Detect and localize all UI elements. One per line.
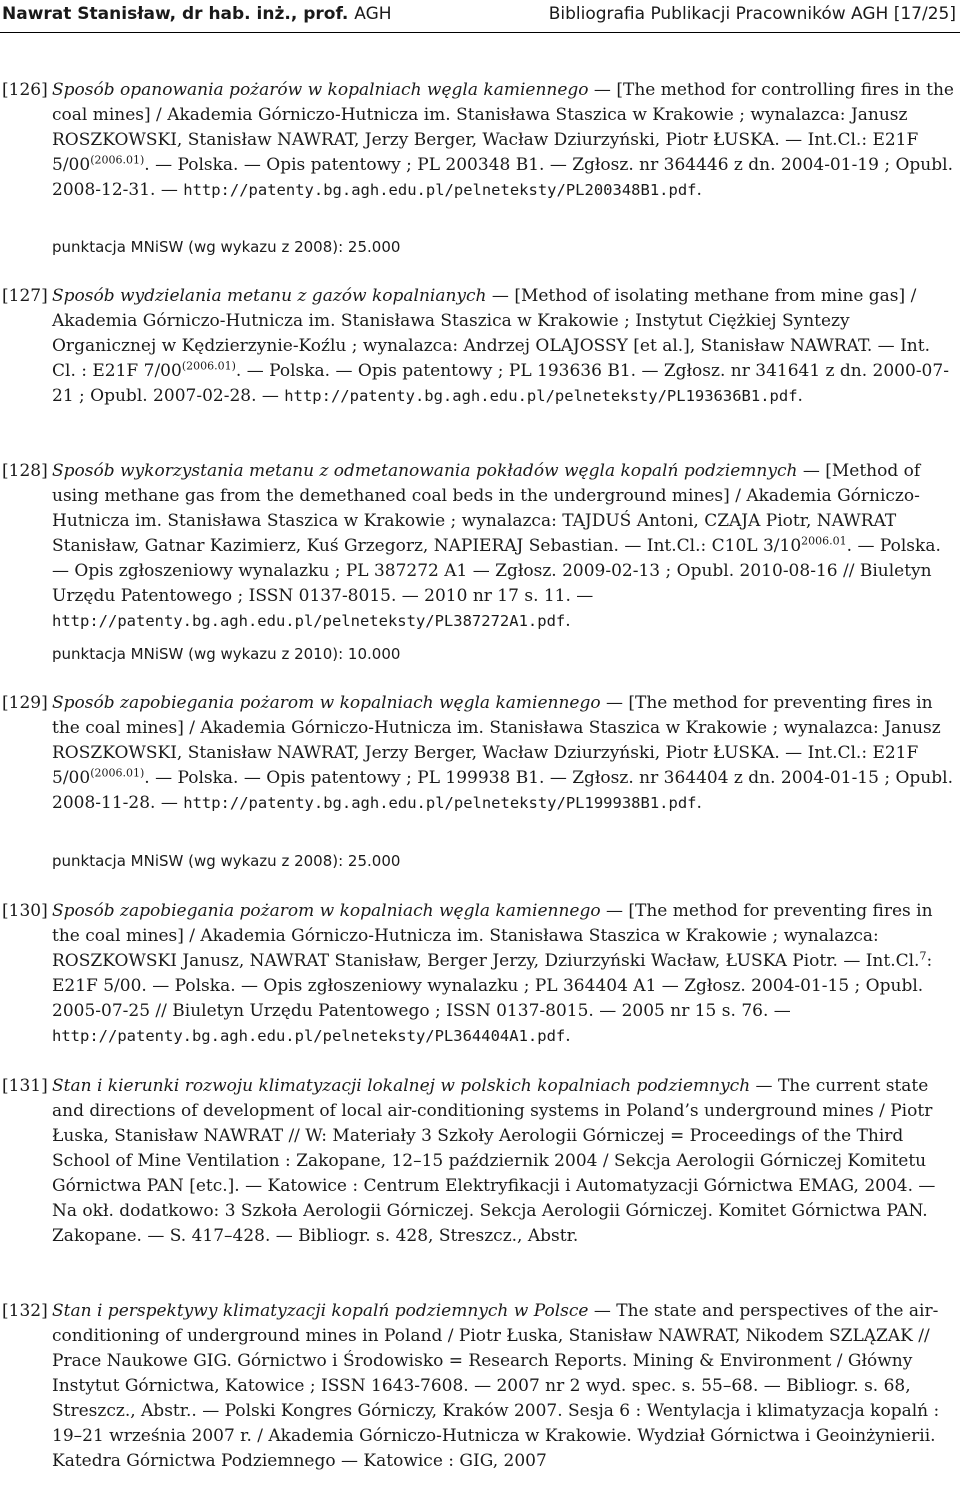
- entry-superscript: 2006.01: [801, 534, 847, 548]
- entry-link[interactable]: http://patenty.bg.agh.edu.pl/pelneteksty/PL193636B1.pdf: [284, 387, 798, 405]
- entry-body: [52, 1074, 957, 1249]
- entry-description-cont: : E21F 5/00. — Polska. — Opis zgłoszeniowy wynalazku ; PL 364404 A1 — Zgłosz. 2004-01-15 ; Opubl. 2005-07-25 // Biuletyn Urzędu Patentowego ; ISSN 0137-8015. — 2005 nr 15 s. 76. —: [52, 951, 933, 1021]
- entry-separator: —: [588, 80, 617, 100]
- entry-title: Stan i kierunki rozwoju klimatyzacji lokalnej w polskich kopalniach podziemnych: [52, 1076, 751, 1096]
- header-bibliography: [549, 4, 956, 24]
- entry-separator: —: [600, 693, 629, 713]
- entry-separator: —: [486, 286, 515, 306]
- entry-description-cont: . — Polska. — Opis patentowy ; PL 193636 B1. — Zgłosz. nr 341641 z dn. 2000-07-21 ; Opubl. 2007-02-28. —: [52, 361, 949, 406]
- entry-end: .: [696, 180, 702, 200]
- entry-description: [Method of using methane gas from the demethaned coal beds in the underground mines] / Akademia Górniczo-Hutnicza im. Stanisława Staszica w Krakowie ; wynalazca: TAJDUŚ Antoni, CZAJA Piotr, NAWRAT Stanisław, Gatnar Kazimierz, Kuś Grzegorz, NAPIERAJ Sebastian. — Int.Cl.: C10L 3/10: [52, 461, 921, 556]
- entry-description: The current state and directions of development of local air-conditioning systems in Poland’s underground mines / Piotr Łuska, Stanisław NAWRAT // W: Materiały 3 Szkoły Aerologii Górniczej = Proceedings of the Third School of Mine Ventilation : Zakopane, 12–15 październik 2004 / Sekcja Aerologii Górniczej Komitetu Górnictwa PAN [etc.]. — Katowice : Centrum Elektryfikacji i Automatyzacji Górnictwa EMAG, 2004. — Na okł. dodatkowo: 3 Szkoła Aerologii Górniczej. Sekcja Aerologii Górniczej. Komitet Górnictwa PAN. Zakopane. — S. 417–428. — Bibliogr. s. 428, Streszcz., Abstr.: [52, 1076, 936, 1246]
- page-header: [0, 0, 960, 30]
- entry-number: [127]: [2, 286, 48, 306]
- entry-body: [52, 691, 957, 816]
- entry-body: [52, 899, 957, 1049]
- entry-separator: —: [750, 1076, 778, 1096]
- entry-end: .: [565, 611, 571, 631]
- header-divider: [0, 32, 960, 33]
- entry-number: [132]: [2, 1301, 48, 1321]
- entry-description: [Method of isolating methane from mine gas] / Akademia Górniczo-Hutnicza im. Stanisława Staszica w Krakowie ; Instytut Ciężkiej Syntezy Organicznej w Kędzierzynie-Koźlu ; wynalazca: Andrzej OLAJOSSY [et al.], Stanisław NAWRAT. — Int. Cl. : E21F 7/00: [52, 286, 930, 381]
- entry-superscript: (2006.01): [90, 766, 145, 780]
- entry-number: [129]: [2, 693, 48, 713]
- entry-number: [131]: [2, 1076, 48, 1096]
- entry-title: Sposób zapobiegania pożarom w kopalniach węgla kamiennego: [52, 693, 601, 713]
- entry-superscript: (2006.01): [90, 153, 145, 167]
- entry-title: Sposób opanowania pożarów w kopalniach węgla kamiennego: [52, 80, 589, 100]
- entry-body: [52, 284, 957, 409]
- entry-description: [The method for preventing fires in the coal mines] / Akademia Górniczo-Hutnicza im. Stanisława Staszica w Krakowie ; wynalazca: Janusz ROSZKOWSKI, Stanisław NAWRAT, Jerzy Berger, Wacław Dziurzyński, Piotr ŁUSKA. — Int.Cl.: E21F 5/00: [52, 693, 941, 788]
- entry-description: [The method for preventing fires in the coal mines] / Akademia Górniczo-Hutnicza im. Stanisława Staszica w Krakowie ; wynalazca: ROSZKOWSKI Janusz, NAWRAT Stanisław, Berger Jerzy, Dziurzyński Wacław, ŁUSKA Piotr. — Int.Cl.: [52, 901, 933, 971]
- entry-separator: —: [600, 901, 629, 921]
- entry-score: punktacja MNiSW (wg wykazu z 2010): 10.000: [52, 645, 401, 663]
- entry-end: .: [696, 793, 702, 813]
- header-bibliography-title: Bibliografia Publikacji Pracowników AGH: [548, 4, 889, 24]
- entry-description: [The method for controlling fires in the coal mines] / Akademia Górniczo-Hutnicza im. Stanisława Staszica w Krakowie ; wynalazca: Janusz ROSZKOWSKI, Stanisław NAWRAT, Jerzy Berger, Wacław Dziurzyński, Piotr ŁUSKA. — Int.Cl.: E21F 5/00: [52, 80, 954, 175]
- entry-separator: —: [588, 1301, 617, 1321]
- entry-link[interactable]: http://patenty.bg.agh.edu.pl/pelneteksty/PL364404A1.pdf: [52, 1027, 566, 1045]
- entry-description-cont: . — Polska. — Opis zgłoszeniowy wynalazku ; PL 387272 A1 — Zgłosz. 2009-02-13 ; Opubl. 2010-08-16 // Biuletyn Urzędu Patentowego ; ISSN 0137-8015. — 2010 nr 17 s. 11. —: [52, 536, 941, 606]
- entry-link[interactable]: http://patenty.bg.agh.edu.pl/pelneteksty/PL199938B1.pdf: [183, 794, 697, 812]
- entry-description-cont: . — Polska. — Opis patentowy ; PL 199938 B1. — Zgłosz. nr 364404 z dn. 2004-01-15 ; Opubl. 2008-11-28. —: [52, 768, 953, 813]
- entry-body: [52, 459, 957, 634]
- entry-link[interactable]: http://patenty.bg.agh.edu.pl/pelneteksty/PL200348B1.pdf: [183, 181, 697, 199]
- entry-end: .: [565, 1026, 571, 1046]
- entry-description: The state and perspectives of the air-conditioning of underground mines in Poland / Piotr Łuska, Stanisław NAWRAT, Nikodem SZLĄZAK // Prace Naukowe GIG. Górnictwo i Środowisko = Research Reports. Mining & Environment / Główny Instytut Górnictwa, Katowice ; ISSN 1643-7608. — 2007 nr 2 wyd. spec. s. 55–68. — Bibliogr. s. 68, Streszcz., Abstr.. — Polski Kongres Górniczy, Kraków 2007. Sesja 6 : Wentylacja i klimatyzacja kopalń : 19–21 września 2007 r. / Akademia Górniczo-Hutnicza w Krakowie. Wydział Górnictwa i Geoinżynierii. Katedra Górnictwa Podziemnego — Katowice : GIG, 2007: [52, 1301, 940, 1471]
- entry-title: Stan i perspektywy klimatyzacji kopalń podziemnych w Polsce: [52, 1301, 589, 1321]
- header-author: [2, 4, 392, 24]
- entry-superscript: 7: [919, 949, 927, 963]
- entry-number: [126]: [2, 80, 48, 100]
- header-affiliation: AGH: [354, 4, 392, 24]
- entry-title: Sposób wydzielania metanu z gazów kopalnianych: [52, 286, 487, 306]
- entry-title: Sposób wykorzystania metanu z odmetanowania pokładów węgla kopalń podziemnych: [52, 461, 798, 481]
- entry-superscript: (2006.01): [181, 359, 236, 373]
- entry-description-cont: . — Polska. — Opis patentowy ; PL 200348 B1. — Zgłosz. nr 364446 z dn. 2004-01-19 ; Opubl. 2008-12-31. —: [52, 155, 953, 200]
- entry-body: [52, 1299, 957, 1474]
- entry-score: punktacja MNiSW (wg wykazu z 2008): 25.000: [52, 852, 401, 870]
- entry-number: [130]: [2, 901, 48, 921]
- entry-number: [128]: [2, 461, 48, 481]
- entry-body: [52, 78, 957, 203]
- header-page-number: [17/25]: [893, 4, 956, 24]
- entry-link[interactable]: http://patenty.bg.agh.edu.pl/pelneteksty/PL387272A1.pdf: [52, 612, 566, 630]
- header-author-name: Nawrat Stanisław, dr hab. inż., prof.: [2, 4, 349, 24]
- entry-end: .: [797, 386, 803, 406]
- entry-separator: —: [797, 461, 826, 481]
- entry-score: punktacja MNiSW (wg wykazu z 2008): 25.000: [52, 238, 401, 256]
- entry-title: Sposób zapobiegania pożarom w kopalniach węgla kamiennego: [52, 901, 601, 921]
